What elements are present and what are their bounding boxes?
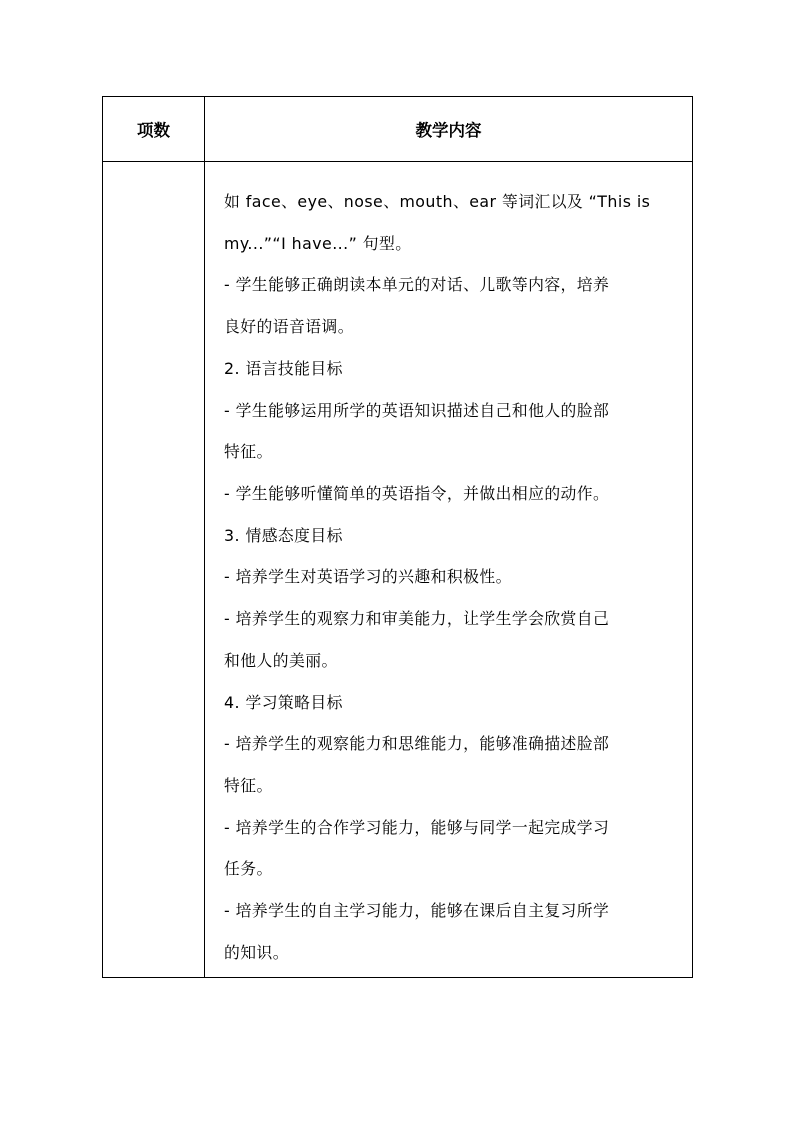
content-line: - 学生能够运用所学的英语知识描述自己和他人的脸部 (224, 400, 610, 420)
table-body-row (103, 162, 693, 978)
content-cell (205, 162, 693, 978)
table-header-row (103, 97, 693, 162)
lesson-content-table (102, 96, 693, 978)
header-item-cell: 项数 (103, 97, 205, 162)
content-line: - 培养学生的自主学习能力，能够在课后自主复习所学 (224, 901, 610, 921)
content-line: - 培养学生的观察力和审美能力，让学生学会欣赏自己 (224, 609, 610, 629)
content-line: - 培养学生对英语学习的兴趣和积极性。 (224, 567, 512, 587)
content-line: 良好的语音语调。 (224, 317, 354, 337)
content-line: 如 face、eye、nose、mouth、ear 等词汇以及 “This is (224, 192, 651, 212)
content-line: - 培养学生的观察能力和思维能力，能够准确描述脸部 (224, 734, 610, 754)
content-line: 特征。 (224, 775, 273, 795)
content-line: 的知识。 (224, 942, 289, 962)
section-heading: 3. 情感态度目标 (224, 525, 343, 545)
content-line: 特征。 (224, 442, 273, 462)
content-line: - 学生能够听懂简单的英语指令，并做出相应的动作。 (224, 483, 610, 503)
content-line: my...”“I have...” 句型。 (224, 233, 412, 253)
content-line: - 学生能够正确朗读本单元的对话、儿歌等内容，培养 (224, 275, 610, 295)
content-line: 任务。 (224, 859, 273, 879)
content-line: - 培养学生的合作学习能力，能够与同学一起完成学习 (224, 817, 610, 837)
section-heading: 4. 学习策略目标 (224, 692, 343, 712)
section-heading: 2. 语言技能目标 (224, 358, 343, 378)
header-content-cell: 教学内容 (205, 97, 693, 162)
item-cell (103, 162, 205, 978)
content-line: 和他人的美丽。 (224, 650, 338, 670)
